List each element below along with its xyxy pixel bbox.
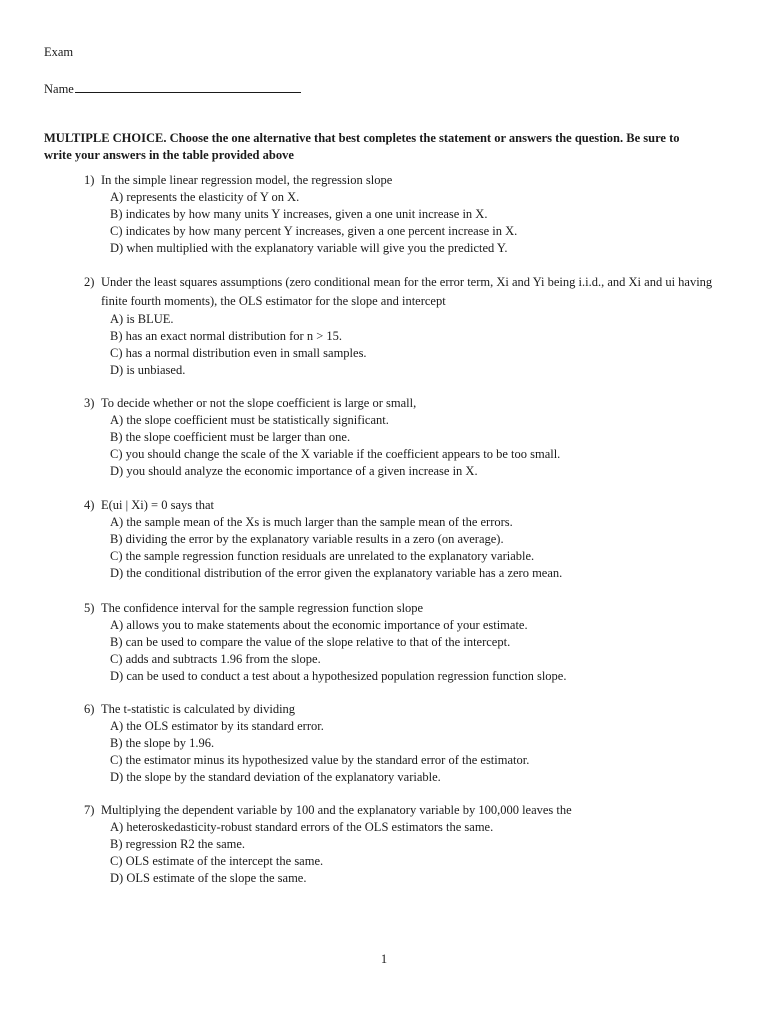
question-3 xyxy=(0,395,768,480)
option-c: C) has a normal distribution even in small samples. xyxy=(110,346,367,360)
option-c: C) adds and subtracts 1.96 from the slope. xyxy=(110,652,321,666)
option-a: A) the sample mean of the Xs is much larger than the sample mean of the errors. xyxy=(110,515,513,529)
option-b: B) indicates by how many units Y increases, given a one unit increase in X. xyxy=(110,207,488,221)
option-c: C) indicates by how many percent Y increases, given a one percent increase in X. xyxy=(110,224,518,238)
option-a: A) the slope coefficient must be statistically significant. xyxy=(110,413,389,427)
question-number: 5) xyxy=(84,601,95,615)
question-1 xyxy=(0,172,768,257)
option-d: D) can be used to conduct a test about a hypothesized population regression function slope. xyxy=(110,669,567,683)
option-b: B) the slope coefficient must be larger than one. xyxy=(110,430,351,444)
exam-title: Exam xyxy=(44,45,74,59)
question-number: 1) xyxy=(84,173,95,187)
option-c: C) you should change the scale of the X variable if the coefficient appears to be too small. xyxy=(110,447,561,461)
option-d: D) you should analyze the economic importance of a given increase in X. xyxy=(110,464,478,478)
option-b: B) the slope by 1.96. xyxy=(110,736,215,750)
question-number: 2) xyxy=(84,275,95,289)
question-number: 7) xyxy=(84,803,95,817)
question-7 xyxy=(0,802,768,887)
name-label: Name xyxy=(44,82,74,96)
option-d: D) OLS estimate of the slope the same. xyxy=(110,871,307,885)
question-number: 6) xyxy=(84,702,95,716)
question-6 xyxy=(0,701,768,786)
option-b: B) regression R2 the same. xyxy=(110,837,246,851)
question-4 xyxy=(0,497,768,582)
question-stem: In the simple linear regression model, the regression slope xyxy=(101,173,393,187)
option-b: B) can be used to compare the value of the slope relative to that of the intercept. xyxy=(110,635,511,649)
question-stem: Multiplying the dependent variable by 100 and the explanatory variable by 100,000 leaves the xyxy=(101,803,572,817)
instructions: MULTIPLE CHOICE. Choose the one alternative that best completes the statement or answers the question. Be sure to write your answers in the table provided above xyxy=(44,131,680,162)
option-d: D) is unbiased. xyxy=(110,363,186,377)
question-2 xyxy=(0,273,768,379)
option-a: A) heteroskedasticity-robust standard errors of the OLS estimators the same. xyxy=(110,820,494,834)
question-stem: The confidence interval for the sample regression function slope xyxy=(101,601,424,615)
question-stem: Under the least squares assumptions (zero conditional mean for the error term, Xi and Yi being i.i.d., and Xi and ui having finite fourth moments), the OLS estimator for the slope and intercept xyxy=(101,275,713,308)
option-c: C) the estimator minus its hypothesized value by the standard error of the estimator. xyxy=(110,753,530,767)
question-stem: To decide whether or not the slope coefficient is large or small, xyxy=(101,396,417,410)
option-a: A) the OLS estimator by its standard error. xyxy=(110,719,324,733)
option-a: A) represents the elasticity of Y on X. xyxy=(110,190,300,204)
option-d: D) the slope by the standard deviation of the explanatory variable. xyxy=(110,770,441,784)
option-c: C) the sample regression function residuals are unrelated to the explanatory variable. xyxy=(110,549,535,563)
question-5 xyxy=(0,600,768,685)
option-d: D) when multiplied with the explanatory variable will give you the predicted Y. xyxy=(110,241,508,255)
option-b: B) has an exact normal distribution for n > 15. xyxy=(110,329,343,343)
option-b: B) dividing the error by the explanatory variable results in a zero (on average). xyxy=(110,532,504,546)
page-number: 1 xyxy=(380,952,388,966)
option-a: A) is BLUE. xyxy=(110,312,174,326)
name-row xyxy=(44,79,301,98)
question-stem: E(ui | Xi) = 0 says that xyxy=(101,498,215,512)
name-blank-line xyxy=(75,79,301,93)
option-c: C) OLS estimate of the intercept the same. xyxy=(110,854,324,868)
option-a: A) allows you to make statements about the economic importance of your estimate. xyxy=(110,618,528,632)
question-number: 4) xyxy=(84,498,95,512)
question-stem: The t-statistic is calculated by dividing xyxy=(101,702,296,716)
option-d: D) the conditional distribution of the error given the explanatory variable has a zero mean. xyxy=(110,566,563,580)
question-number: 3) xyxy=(84,396,95,410)
